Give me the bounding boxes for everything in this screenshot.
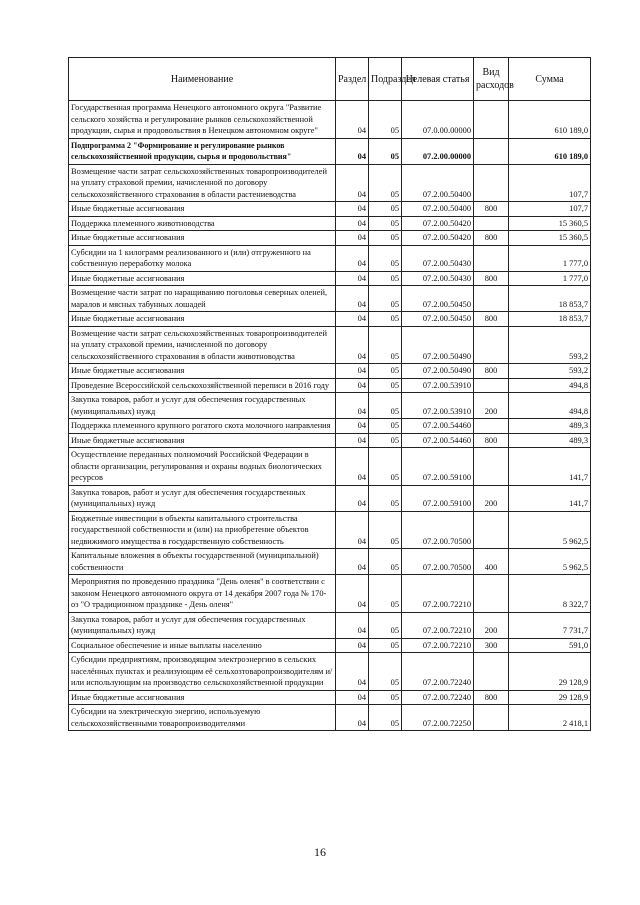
cell-vid: 200 xyxy=(474,612,509,638)
cell-podrazdel: 05 xyxy=(369,653,402,691)
cell-podrazdel: 05 xyxy=(369,612,402,638)
cell-statya: 07.2.00.59100 xyxy=(402,448,474,486)
cell-statya: 07.2.00.70500 xyxy=(402,549,474,575)
cell-razdel: 04 xyxy=(336,393,369,419)
header-vid: Вид расходов xyxy=(474,58,509,101)
cell-summa: 29 128,9 xyxy=(509,690,591,705)
cell-name: Мероприятия по проведению праздника "День оленя" в соответствии с законом Ненецкого автономного округа от 14 декабря 2007 года № 170-оз "О традиционном празднике - День оленя" xyxy=(69,575,336,613)
table-row xyxy=(69,245,591,271)
cell-summa: 141,7 xyxy=(509,485,591,511)
cell-razdel: 04 xyxy=(336,231,369,246)
cell-name: Социальное обеспечение и иные выплаты населению xyxy=(69,638,336,653)
cell-podrazdel: 05 xyxy=(369,485,402,511)
cell-name: Иные бюджетные ассигнования xyxy=(69,271,336,286)
cell-name: Иные бюджетные ассигнования xyxy=(69,690,336,705)
cell-podrazdel: 05 xyxy=(369,549,402,575)
cell-name: Закупка товаров, работ и услуг для обеспечения государственных (муниципальных) нужд xyxy=(69,612,336,638)
header-summa: Сумма xyxy=(509,58,591,101)
cell-razdel: 04 xyxy=(336,690,369,705)
budget-table xyxy=(68,57,591,731)
cell-razdel: 04 xyxy=(336,101,369,139)
cell-vid xyxy=(474,575,509,613)
table-body xyxy=(69,101,591,731)
table-row xyxy=(69,286,591,312)
cell-podrazdel: 05 xyxy=(369,286,402,312)
cell-vid: 800 xyxy=(474,231,509,246)
cell-razdel: 04 xyxy=(336,138,369,164)
cell-vid xyxy=(474,245,509,271)
cell-statya: 07.2.00.50420 xyxy=(402,216,474,231)
cell-vid xyxy=(474,419,509,434)
cell-summa: 2 418,1 xyxy=(509,705,591,731)
cell-vid xyxy=(474,448,509,486)
cell-podrazdel: 05 xyxy=(369,231,402,246)
cell-name: Проведение Всероссийской сельскохозяйственной переписи в 2016 году xyxy=(69,378,336,393)
cell-name: Бюджетные инвестиции в объекты капитального строительства государственной собственности и (или) на приобретение объектов недвижимого имущества в государственную собственность xyxy=(69,511,336,549)
cell-summa: 593,2 xyxy=(509,364,591,379)
cell-vid xyxy=(474,378,509,393)
table-row xyxy=(69,231,591,246)
cell-name: Субсидии на 1 килограмм реализованного и (или) отгруженного на собственную переработку молока xyxy=(69,245,336,271)
cell-razdel: 04 xyxy=(336,326,369,364)
header-podrazdel: Подраздел xyxy=(369,58,402,101)
cell-summa: 29 128,9 xyxy=(509,653,591,691)
cell-podrazdel: 05 xyxy=(369,364,402,379)
cell-razdel: 04 xyxy=(336,433,369,448)
table-row xyxy=(69,312,591,327)
cell-vid xyxy=(474,511,509,549)
table-row xyxy=(69,638,591,653)
cell-summa: 489,3 xyxy=(509,419,591,434)
cell-podrazdel: 05 xyxy=(369,690,402,705)
cell-razdel: 04 xyxy=(336,448,369,486)
cell-vid: 400 xyxy=(474,549,509,575)
cell-podrazdel: 05 xyxy=(369,216,402,231)
cell-summa: 15 360,5 xyxy=(509,231,591,246)
table-row xyxy=(69,433,591,448)
cell-summa: 489,3 xyxy=(509,433,591,448)
cell-vid xyxy=(474,705,509,731)
cell-razdel: 04 xyxy=(336,638,369,653)
table-row xyxy=(69,164,591,202)
cell-statya: 07.2.00.50400 xyxy=(402,164,474,202)
cell-podrazdel: 05 xyxy=(369,638,402,653)
cell-podrazdel: 05 xyxy=(369,448,402,486)
cell-summa: 5 962,5 xyxy=(509,511,591,549)
header-name: Наименование xyxy=(69,58,336,101)
cell-razdel: 04 xyxy=(336,245,369,271)
cell-statya: 07.2.00.70500 xyxy=(402,511,474,549)
cell-name: Закупка товаров, работ и услуг для обеспечения государственных (муниципальных) нужд xyxy=(69,393,336,419)
table-row xyxy=(69,216,591,231)
cell-podrazdel: 05 xyxy=(369,326,402,364)
cell-summa: 1 777,0 xyxy=(509,271,591,286)
cell-vid: 800 xyxy=(474,433,509,448)
cell-razdel: 04 xyxy=(336,549,369,575)
cell-summa: 494,8 xyxy=(509,378,591,393)
cell-name: Возмещение части затрат сельскохозяйственных товаропроизводителей на уплату страховой премии, начисленной по договору сельскохозяйственного страхования в области животноводства xyxy=(69,326,336,364)
cell-vid xyxy=(474,138,509,164)
table-row xyxy=(69,419,591,434)
cell-podrazdel: 05 xyxy=(369,511,402,549)
cell-statya: 07.2.00.53910 xyxy=(402,378,474,393)
cell-statya: 07.2.00.50490 xyxy=(402,364,474,379)
cell-razdel: 04 xyxy=(336,364,369,379)
cell-summa: 7 731,7 xyxy=(509,612,591,638)
cell-name: Государственная программа Ненецкого автономного округа "Развитие сельского хозяйства и регулирование рынков сельскохозяйственной продукции, сырья и продовольствия в Ненецком автономном округе" xyxy=(69,101,336,139)
cell-razdel: 04 xyxy=(336,202,369,217)
table-header-row xyxy=(69,58,591,101)
cell-vid xyxy=(474,326,509,364)
cell-podrazdel: 05 xyxy=(369,433,402,448)
cell-statya: 07.2.00.50430 xyxy=(402,245,474,271)
cell-statya: 07.2.00.53910 xyxy=(402,393,474,419)
cell-podrazdel: 05 xyxy=(369,705,402,731)
cell-podrazdel: 05 xyxy=(369,393,402,419)
cell-statya: 07.2.00.54460 xyxy=(402,419,474,434)
cell-statya: 07.2.00.50430 xyxy=(402,271,474,286)
cell-razdel: 04 xyxy=(336,511,369,549)
cell-statya: 07.2.00.72210 xyxy=(402,575,474,613)
cell-podrazdel: 05 xyxy=(369,164,402,202)
cell-name: Иные бюджетные ассигнования xyxy=(69,312,336,327)
table-row xyxy=(69,705,591,731)
cell-name: Иные бюджетные ассигнования xyxy=(69,364,336,379)
header-razdel: Раздел xyxy=(336,58,369,101)
cell-summa: 141,7 xyxy=(509,448,591,486)
cell-name: Иные бюджетные ассигнования xyxy=(69,231,336,246)
cell-summa: 1 777,0 xyxy=(509,245,591,271)
cell-name: Подпрограмма 2 "Формирование и регулирование рынков сельскохозяйственной продукции, сырья и продовольствия" xyxy=(69,138,336,164)
cell-statya: 07.2.00.50420 xyxy=(402,231,474,246)
cell-razdel: 04 xyxy=(336,378,369,393)
cell-statya: 07.2.00.00000 xyxy=(402,138,474,164)
table-row xyxy=(69,101,591,139)
cell-razdel: 04 xyxy=(336,419,369,434)
table-row xyxy=(69,202,591,217)
cell-summa: 5 962,5 xyxy=(509,549,591,575)
page-number: 16 xyxy=(314,845,326,859)
cell-razdel: 04 xyxy=(336,705,369,731)
cell-razdel: 04 xyxy=(336,575,369,613)
cell-name: Закупка товаров, работ и услуг для обеспечения государственных (муниципальных) нужд xyxy=(69,485,336,511)
table-row xyxy=(69,364,591,379)
cell-vid xyxy=(474,286,509,312)
cell-podrazdel: 05 xyxy=(369,419,402,434)
cell-statya: 07.2.00.72240 xyxy=(402,653,474,691)
cell-summa: 591,0 xyxy=(509,638,591,653)
cell-name: Капитальные вложения в объекты государственной (муниципальной) собственности xyxy=(69,549,336,575)
cell-summa: 8 322,7 xyxy=(509,575,591,613)
cell-name: Возмещение части затрат по наращиванию поголовья северных оленей, маралов и мясных табунных лошадей xyxy=(69,286,336,312)
cell-summa: 610 189,0 xyxy=(509,138,591,164)
cell-podrazdel: 05 xyxy=(369,575,402,613)
cell-name: Иные бюджетные ассигнования xyxy=(69,202,336,217)
cell-statya: 07.2.00.50450 xyxy=(402,286,474,312)
cell-vid xyxy=(474,101,509,139)
cell-podrazdel: 05 xyxy=(369,378,402,393)
cell-razdel: 04 xyxy=(336,216,369,231)
cell-podrazdel: 05 xyxy=(369,202,402,217)
table-row xyxy=(69,393,591,419)
cell-statya: 07.2.00.72210 xyxy=(402,612,474,638)
cell-razdel: 04 xyxy=(336,286,369,312)
cell-statya: 07.2.00.72240 xyxy=(402,690,474,705)
cell-razdel: 04 xyxy=(336,271,369,286)
cell-name: Иные бюджетные ассигнования xyxy=(69,433,336,448)
cell-razdel: 04 xyxy=(336,653,369,691)
table-row xyxy=(69,138,591,164)
cell-summa: 15 360,5 xyxy=(509,216,591,231)
table-row xyxy=(69,378,591,393)
table-row xyxy=(69,448,591,486)
cell-statya: 07.2.00.50490 xyxy=(402,326,474,364)
cell-statya: 07.2.00.50450 xyxy=(402,312,474,327)
cell-razdel: 04 xyxy=(336,612,369,638)
cell-summa: 18 853,7 xyxy=(509,312,591,327)
table-row xyxy=(69,271,591,286)
cell-vid: 800 xyxy=(474,312,509,327)
cell-vid: 800 xyxy=(474,271,509,286)
cell-vid: 200 xyxy=(474,393,509,419)
table-row xyxy=(69,575,591,613)
cell-summa: 610 189,0 xyxy=(509,101,591,139)
cell-podrazdel: 05 xyxy=(369,271,402,286)
cell-vid: 200 xyxy=(474,485,509,511)
cell-statya: 07.2.00.72250 xyxy=(402,705,474,731)
table-row xyxy=(69,511,591,549)
table-row xyxy=(69,485,591,511)
table-row xyxy=(69,326,591,364)
cell-summa: 107,7 xyxy=(509,164,591,202)
cell-vid: 800 xyxy=(474,364,509,379)
table-row xyxy=(69,690,591,705)
table-row xyxy=(69,653,591,691)
cell-summa: 593,2 xyxy=(509,326,591,364)
cell-name: Поддержка племенного животноводства xyxy=(69,216,336,231)
cell-name: Возмещение части затрат сельскохозяйственных товаропроизводителей на уплату страховой премии, начисленной по договору сельскохозяйственного страхования в области растениеводства xyxy=(69,164,336,202)
cell-name: Поддержка племенного крупного рогатого скота молочного направления xyxy=(69,419,336,434)
cell-name: Субсидии на электрическую энергию, используемую сельскохозяйственными товаропроизводителями xyxy=(69,705,336,731)
cell-summa: 494,8 xyxy=(509,393,591,419)
cell-statya: 07.2.00.50400 xyxy=(402,202,474,217)
header-statya: Целевая статья xyxy=(402,58,474,101)
cell-podrazdel: 05 xyxy=(369,138,402,164)
cell-vid: 300 xyxy=(474,638,509,653)
cell-podrazdel: 05 xyxy=(369,101,402,139)
cell-razdel: 04 xyxy=(336,312,369,327)
cell-name: Осуществление переданных полномочий Российской Федерации в области организации, регулирования и охраны водных биологических ресурсов xyxy=(69,448,336,486)
cell-vid xyxy=(474,164,509,202)
cell-razdel: 04 xyxy=(336,485,369,511)
cell-statya: 07.2.00.54460 xyxy=(402,433,474,448)
cell-razdel: 04 xyxy=(336,164,369,202)
cell-podrazdel: 05 xyxy=(369,312,402,327)
cell-vid: 800 xyxy=(474,690,509,705)
cell-name: Субсидии предприятиям, производящим электроэнергию в сельских населённых пунктах и реализующим её сельхозтоваропроизводителям и/или использующим на производство сельскохозяйственной продукции xyxy=(69,653,336,691)
cell-podrazdel: 05 xyxy=(369,245,402,271)
cell-summa: 18 853,7 xyxy=(509,286,591,312)
table-row xyxy=(69,612,591,638)
cell-statya: 07.2.00.72210 xyxy=(402,638,474,653)
cell-statya: 07.2.00.59100 xyxy=(402,485,474,511)
cell-vid xyxy=(474,216,509,231)
cell-statya: 07.0.00.00000 xyxy=(402,101,474,139)
cell-vid xyxy=(474,653,509,691)
table-row xyxy=(69,549,591,575)
cell-summa: 107,7 xyxy=(509,202,591,217)
cell-vid: 800 xyxy=(474,202,509,217)
